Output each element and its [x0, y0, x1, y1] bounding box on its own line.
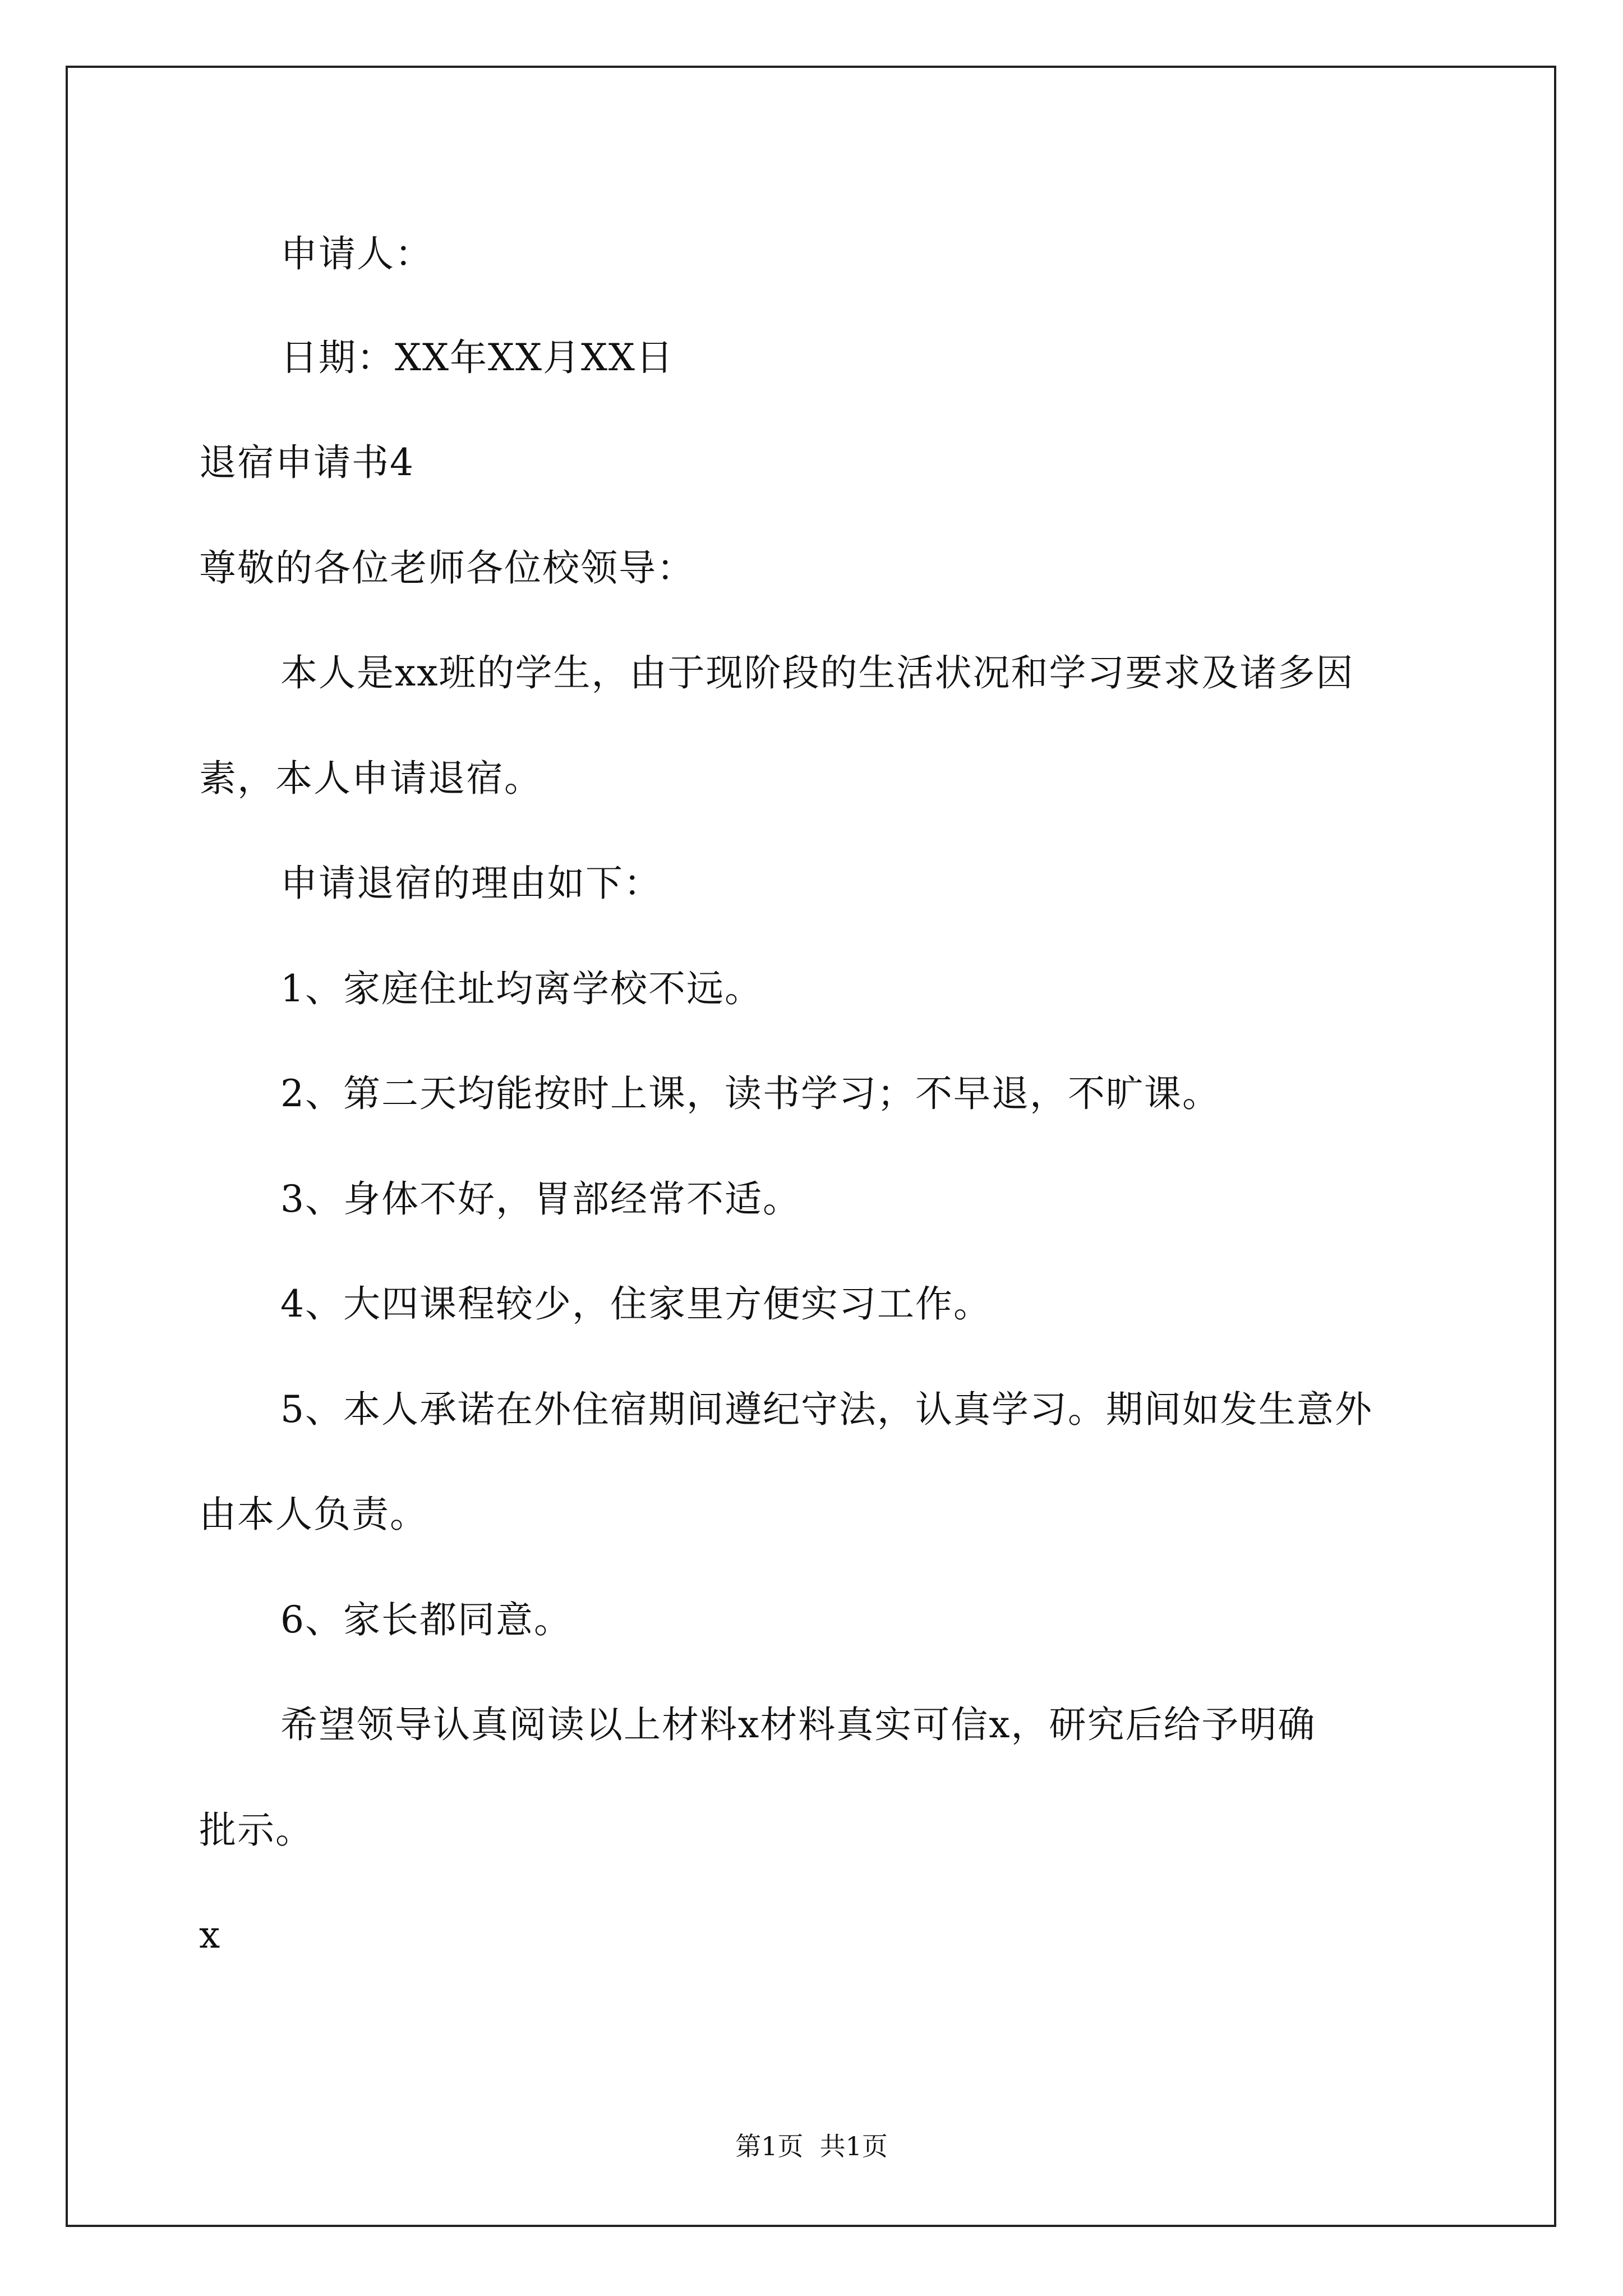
salutation: 尊敬的各位老师各位校领导：: [199, 546, 695, 590]
reason-4: 4、大四课程较少，住家里方便实习工作。: [280, 1282, 992, 1326]
reason-6: 6、家长都同意。: [280, 1598, 572, 1641]
page-frame: [66, 66, 1556, 2227]
applicant-line: 申请人：: [280, 232, 433, 275]
reason-5b: 由本人负责。: [199, 1493, 428, 1536]
reasons-heading: 申请退宿的理由如下：: [280, 862, 662, 905]
reason-5a: 5、本人承诺在外住宿期间遵纪守法，认真学习。期间如发生意外: [280, 1388, 1373, 1431]
body-paragraph-1a: 本人是xx班的学生，由于现阶段的生活状况和学习要求及诸多因: [280, 651, 1354, 694]
signature-placeholder: x: [199, 1913, 222, 1957]
date-line: 日期：XX年XX月XX日: [280, 336, 674, 379]
body-paragraph-1b: 素，本人申请退宿。: [199, 757, 542, 800]
closing-paragraph-a: 希望领导认真阅读以上材料x材料真实可信x，研究后给予明确: [280, 1703, 1316, 1746]
reason-1: 1、家庭住址均离学校不远。: [280, 967, 763, 1010]
closing-paragraph-b: 批示。: [199, 1809, 313, 1852]
document-title: 退宿申请书4: [199, 441, 414, 484]
reason-3: 3、身体不好，胃部经常不适。: [280, 1177, 801, 1221]
reason-2: 2、第二天均能按时上课，读书学习；不早退，不旷课。: [280, 1072, 1220, 1115]
page-footer: 第1页 共1页: [735, 2131, 888, 2161]
